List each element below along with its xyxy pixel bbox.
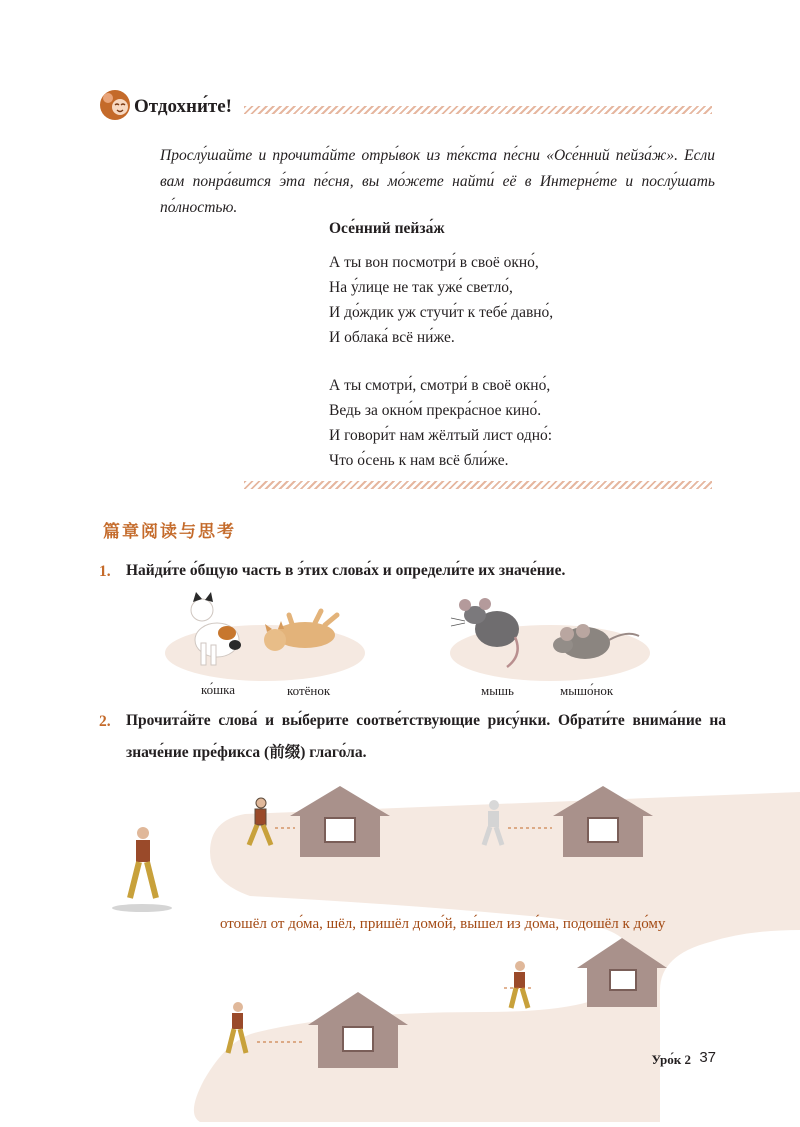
poem-line: И говори́т нам жёлтый лист одно́: [329,427,553,444]
lesson-label: Уро́к 2 [651,1052,691,1067]
page-number: 37 [699,1049,716,1066]
poem-line: И до́ждик уж стучи́т к тебе́ давно́, [329,304,554,321]
rest-instructions: Прослу́шайте и прочита́йте отры́вок из те́кста пе́сни «Осе́нний пейза́ж». Если вам понра́вится э́та пе́сня, вы мо́жете найти́ её в Интерне́те и послу́шать по́лностью. [160,147,715,216]
verb-list: отошёл от до́ма, шёл, пришёл домо́й, вы́шел из до́ма, подошёл к до́му [220,916,666,932]
word-cat: ко́шка [201,682,236,697]
task-1-text: Найди́те о́бщую часть в э́тих слова́х и определи́те их значе́ние. [126,562,566,579]
path-illustration [100,780,800,1122]
task-2-text: Прочита́йте слова́ и вы́берите соотве́тствующие рису́нки. Обрати́те внима́ние на значе́ние пре́фикса (前缀) глаго́ла. [126,712,726,761]
walking-man-icon [112,827,172,912]
word-kitten: котёнок [287,683,331,698]
animal-illustrations [165,585,665,685]
house-icon [290,786,390,857]
zigzag-divider [244,481,712,489]
poem-line: А ты смотри́, смотри́ в своё окно́, [329,377,551,394]
word-mouse: мышь [481,683,514,698]
word-little-mouse: мышо́нок [560,683,614,698]
task-1-number: 1. [99,563,111,580]
house-icon [308,992,408,1068]
smiley-icon [99,89,131,121]
poem-line: И облака́ всё ни́же. [329,329,455,346]
house-icon [553,786,653,857]
poem-line: Ведь за окно́м прекра́сное кино́. [329,402,542,419]
rest-title: Отдохни́те! [134,96,232,117]
poem-line: На у́лице не так уже́ светло́, [329,279,513,296]
task-2-number: 2. [99,713,111,730]
section-heading: 篇章阅读与思考 [103,522,236,542]
poem-line: Что о́сень к нам всё бли́же. [329,452,509,469]
zigzag-divider [244,106,712,114]
poem-line: А ты вон посмотри́ в своё окно́, [329,254,539,271]
walking-man-icon [511,961,528,1008]
poem-title: Осе́нний пейза́ж [329,220,445,237]
